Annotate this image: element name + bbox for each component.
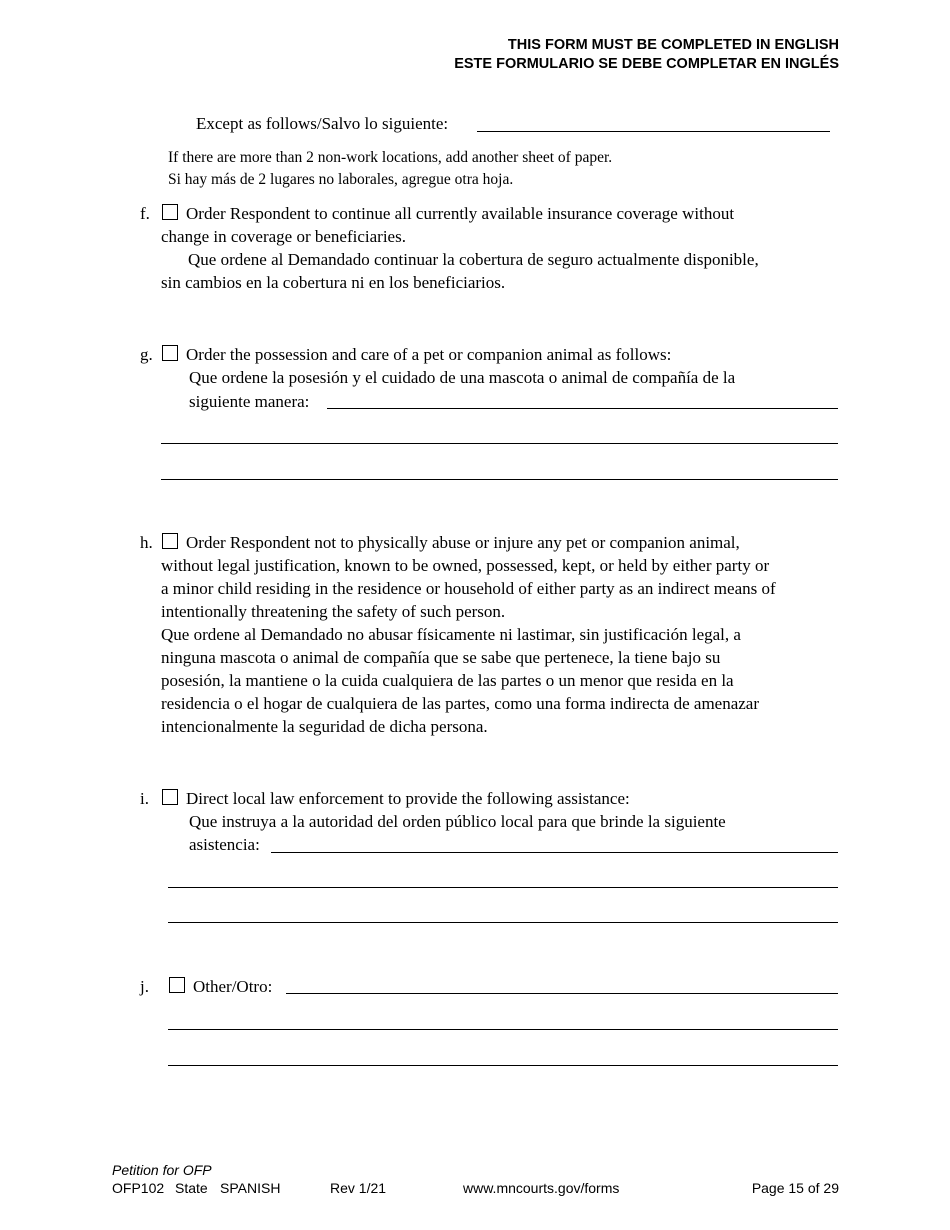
item-h-text-es-3: posesión, la mantiene o la cuida cualquiera de las partes o un menor que resida en la [161, 671, 734, 690]
item-i-letter: i. [140, 789, 149, 808]
footer-state: State [175, 1180, 208, 1196]
item-h-text-es-1: Que ordene al Demandado no abusar físicamente ni lastimar, sin justificación legal, a [161, 625, 741, 644]
item-g-input-line-1[interactable] [327, 408, 838, 409]
footer-form-code: OFP102 [112, 1180, 165, 1196]
item-f-text-en-1: Order Respondent to continue all currently available insurance coverage without [186, 204, 735, 223]
item-j-input-line-2[interactable] [168, 1029, 838, 1030]
item-f-letter: f. [140, 204, 150, 223]
item-g-text-es-2: siguiente manera: [189, 392, 310, 411]
item-j-letter: j. [140, 977, 149, 996]
except-note-en: If there are more than 2 non-work locations, add another sheet of paper. [168, 149, 613, 166]
except-note-es: Si hay más de 2 lugares no laborales, agregue otra hoja. [168, 171, 514, 188]
item-h-text-es-4: residencia o el hogar de cualquiera de las partes, como una forma indirecta de amenazar [161, 694, 760, 713]
item-j-checkbox[interactable] [169, 977, 185, 993]
item-h-text-en-4: intentionally threatening the safety of such person. [161, 602, 506, 621]
item-i-checkbox[interactable] [162, 789, 178, 805]
footer-form-title: Petition for OFP [112, 1162, 212, 1178]
item-i-text-es-2: asistencia: [189, 835, 260, 854]
item-h-checkbox[interactable] [162, 533, 178, 549]
except-label: Except as follows/Salvo lo siguiente: [196, 114, 449, 133]
item-g-text-es-1: Que ordene la posesión y el cuidado de una mascota o animal de compañía de la [189, 368, 736, 387]
item-h-text-es-2: ninguna mascota o animal de compañía que se sabe que pertenece, la tiene bajo su [161, 648, 721, 667]
item-h-letter: h. [140, 533, 153, 552]
except-input-line[interactable] [477, 131, 830, 132]
item-g-text-en: Order the possession and care of a pet or companion animal as follows: [186, 345, 672, 364]
item-f-text-es-2: sin cambios en la cobertura ni en los beneficiarios. [161, 273, 506, 292]
item-g-input-line-3[interactable] [161, 479, 838, 480]
form-header [454, 36, 839, 74]
item-f-text-es-1: Que ordene al Demandado continuar la cobertura de seguro actualmente disponible, [188, 250, 759, 269]
item-i-input-line-3[interactable] [168, 922, 838, 923]
item-f-text-en-2: change in coverage or beneficiaries. [161, 227, 406, 246]
footer-page-number: Page 15 of 29 [751, 1180, 839, 1196]
item-j-input-line-1[interactable] [286, 993, 838, 994]
item-h-text-es-5: intencionalmente la seguridad de dicha persona. [161, 717, 488, 736]
item-g-input-line-2[interactable] [161, 443, 838, 444]
item-h-text-en-2: without legal justification, known to be owned, possessed, kept, or held by either party or [161, 556, 770, 575]
footer-url-link[interactable]: www.mncourts.gov/forms [463, 1180, 620, 1196]
item-i-text-es-1: Que instruya a la autoridad del orden público local para que brinde la siguiente [189, 812, 726, 831]
item-i-input-line-2[interactable] [168, 887, 838, 888]
item-i-text-en: Direct local law enforcement to provide the following assistance: [186, 789, 630, 808]
item-j-input-line-3[interactable] [168, 1065, 838, 1066]
header-english-notice: THIS FORM MUST BE COMPLETED IN ENGLISH [507, 37, 839, 53]
item-g-checkbox[interactable] [162, 345, 178, 361]
header-spanish-notice: ESTE FORMULARIO SE DEBE COMPLETAR EN INGLÉS [454, 56, 839, 72]
footer-language: SPANISH [220, 1180, 281, 1196]
item-h-text-en-3: a minor child residing in the residence or household of either party as an indirect means of [161, 579, 776, 598]
item-h-text-en-1: Order Respondent not to physically abuse or injure any pet or companion animal, [186, 533, 740, 552]
item-g-letter: g. [140, 345, 153, 364]
item-i-input-line-1[interactable] [271, 852, 838, 853]
item-f-checkbox[interactable] [162, 204, 178, 220]
item-j-label: Other/Otro: [193, 977, 273, 996]
footer-revision: Rev 1/21 [330, 1180, 387, 1196]
